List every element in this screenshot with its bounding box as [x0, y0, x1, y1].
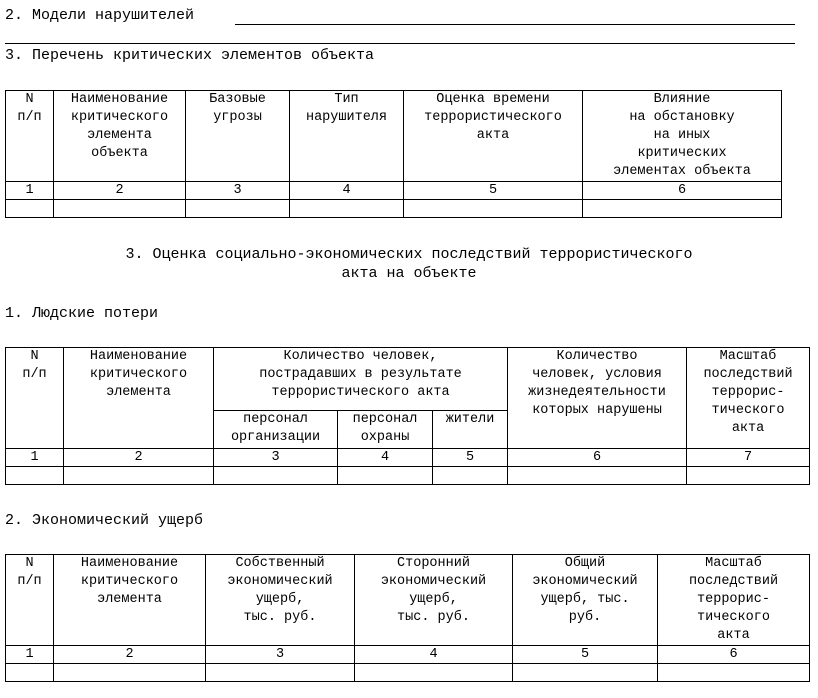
- empty-cell: [54, 200, 186, 218]
- column-number: 2: [54, 646, 206, 664]
- empty-cell: [206, 664, 355, 682]
- empty-cell: [6, 664, 54, 682]
- empty-cell: [6, 467, 64, 485]
- empty-cell: [433, 467, 508, 485]
- column-number: 4: [290, 182, 404, 200]
- empty-row: [6, 467, 810, 485]
- column-number: 4: [355, 646, 513, 664]
- empty-cell: [290, 200, 404, 218]
- column-number: 4: [338, 449, 433, 467]
- header-cell: Масштаб последствий террорис- тического акта: [658, 555, 810, 646]
- table-header-row: [6, 555, 810, 646]
- column-number: 2: [64, 449, 214, 467]
- header-cell: Влияние на обстановку на иных критических элементах объекта: [583, 91, 782, 182]
- empty-cell: [214, 467, 338, 485]
- empty-cell: [6, 200, 54, 218]
- header-cell: Количество человек, условия жизнедеятельности которых нарушены: [508, 348, 687, 449]
- header-cell: Количество человек, пострадавших в результате террористического акта: [214, 348, 508, 411]
- header-cell: Оценка времени террористического акта: [404, 91, 583, 182]
- column-number: 3: [214, 449, 338, 467]
- empty-cell: [508, 467, 687, 485]
- column-number: 2: [54, 182, 186, 200]
- critical-elements-table: [5, 90, 782, 218]
- header-cell: N п/п: [6, 348, 64, 449]
- table-header-row: [6, 348, 810, 411]
- empty-cell: [186, 200, 290, 218]
- table-header-row: [6, 91, 782, 182]
- header-cell: N п/п: [6, 91, 54, 182]
- header-cell: Собственный экономический ущерб, тыс. руб.: [206, 555, 355, 646]
- column-number: 3: [186, 182, 290, 200]
- column-number: 6: [658, 646, 810, 664]
- header-cell: персонал охраны: [338, 411, 433, 449]
- column-number: 3: [206, 646, 355, 664]
- violators-line: 2. Модели нарушителей: [5, 7, 195, 24]
- empty-cell: [687, 467, 810, 485]
- header-cell: Базовые угрозы: [186, 91, 290, 182]
- header-cell: Сторонний экономический ущерб, тыс. руб.: [355, 555, 513, 646]
- empty-cell: [658, 664, 810, 682]
- empty-cell: [583, 200, 782, 218]
- empty-row: [6, 664, 810, 682]
- header-cell: Наименование критического элемента: [64, 348, 214, 449]
- column-number: 1: [6, 449, 64, 467]
- column-number: 7: [687, 449, 810, 467]
- critical-elements-heading: 3. Перечень критических элементов объекта: [5, 47, 375, 64]
- header-cell: Тип нарушителя: [290, 91, 404, 182]
- economic-damage-table: [5, 554, 810, 682]
- header-cell: Наименование критического элемента: [54, 555, 206, 646]
- header-cell: Наименование критического элемента объекта: [54, 91, 186, 182]
- column-number-row: [6, 646, 810, 664]
- empty-cell: [54, 664, 206, 682]
- column-number: 5: [433, 449, 508, 467]
- empty-cell: [355, 664, 513, 682]
- header-cell: жители: [433, 411, 508, 449]
- empty-row: [6, 200, 782, 218]
- human-losses-heading: 1. Людские потери: [5, 305, 159, 322]
- column-number: 5: [513, 646, 658, 664]
- column-number: 5: [404, 182, 583, 200]
- column-number: 6: [508, 449, 687, 467]
- header-cell: персонал организации: [214, 411, 338, 449]
- header-cell: Масштаб последствий террорис- тического акта: [687, 348, 810, 449]
- empty-cell: [513, 664, 658, 682]
- economic-damage-heading: 2. Экономический ущерб: [5, 512, 204, 529]
- column-number-row: [6, 182, 782, 200]
- header-cell: N п/п: [6, 555, 54, 646]
- assessment-title: 3. Оценка социально-экономических последствий террористического акта на объекте: [125, 246, 693, 282]
- fill-in-line: [5, 43, 795, 44]
- header-cell: Общий экономический ущерб, тыс. руб.: [513, 555, 658, 646]
- empty-cell: [404, 200, 583, 218]
- column-number: 6: [583, 182, 782, 200]
- human-losses-table: [5, 347, 810, 485]
- fill-in-line: [235, 24, 795, 25]
- empty-cell: [64, 467, 214, 485]
- column-number-row: [6, 449, 810, 467]
- column-number: 1: [6, 182, 54, 200]
- empty-cell: [338, 467, 433, 485]
- column-number: 1: [6, 646, 54, 664]
